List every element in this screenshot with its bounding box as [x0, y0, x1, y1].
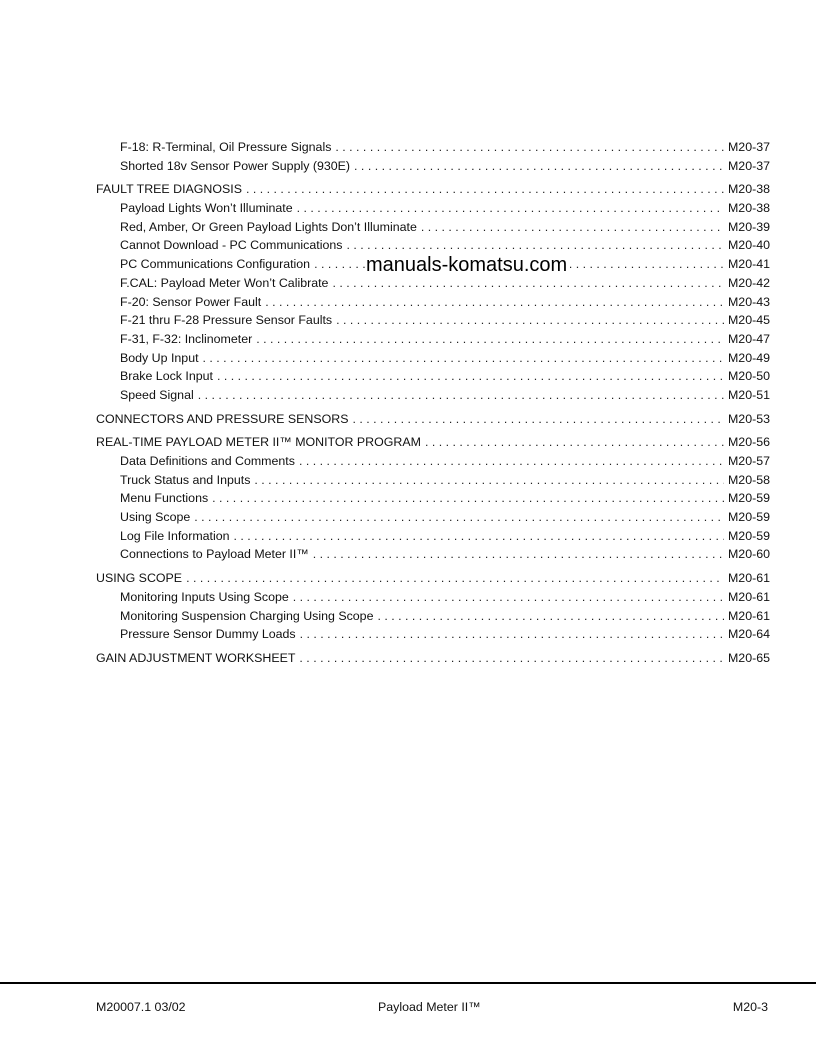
toc-section-entry	[96, 433, 770, 452]
toc-entry-page: M20-60	[727, 547, 770, 562]
toc-entry-page: M20-49	[727, 350, 770, 365]
toc-subsection-entry	[96, 311, 770, 330]
toc-subsection-entry	[96, 607, 770, 626]
toc-entry-label: Red, Amber, Or Green Payload Lights Don’t Illuminate	[120, 219, 417, 234]
toc-entry-page: M20-59	[727, 510, 770, 525]
toc-entry-page: M20-61	[727, 571, 770, 586]
toc-leader-dots	[425, 433, 724, 452]
toc-entry-page: M20-58	[727, 472, 770, 487]
toc-entry-page: M20-47	[727, 331, 770, 346]
toc-entry-label: USING SCOPE	[96, 571, 183, 586]
toc-subsection-entry	[96, 386, 770, 405]
toc-entry-page: M20-38	[727, 182, 770, 197]
toc-leader-dots	[265, 293, 724, 312]
toc-section-entry	[96, 569, 770, 588]
toc-entry-label: Menu Functions	[120, 491, 209, 506]
toc-entry-label: CONNECTORS AND PRESSURE SENSORS	[96, 411, 349, 426]
toc-entry-page: M20-59	[727, 528, 770, 543]
toc-entry-page: M20-57	[727, 454, 770, 468]
watermark-text: manuals-komatsu.com	[366, 254, 568, 276]
toc-subsection-entry	[96, 218, 770, 237]
toc-entry-label: F-18: R-Terminal, Oil Pressure Signals	[120, 140, 332, 154]
toc-leader-dots	[212, 489, 724, 508]
toc-leader-dots	[300, 625, 724, 644]
toc-section-entry	[96, 180, 770, 199]
table-of-contents	[96, 138, 770, 668]
toc-leader-dots	[198, 386, 724, 405]
toc-entry-label: Brake Lock Input	[120, 369, 213, 384]
toc-section-entry	[96, 649, 770, 668]
toc-subsection-entry	[96, 527, 770, 546]
toc-entry-page: M20-51	[727, 387, 770, 402]
toc-entry-label: Speed Signal	[120, 387, 194, 402]
toc-leader-dots	[217, 367, 724, 386]
toc-subsection-entry	[96, 588, 770, 607]
toc-entry-label: F-20: Sensor Power Fault	[120, 294, 262, 309]
toc-entry-label: REAL-TIME PAYLOAD METER II™ MONITOR PROGRAM	[96, 435, 421, 450]
toc-leader-dots	[352, 410, 724, 429]
toc-leader-dots	[354, 157, 724, 176]
toc-section-entry	[96, 410, 770, 429]
footer-page-number: M20-3	[732, 1000, 768, 1014]
toc-subsection-entry	[96, 625, 770, 644]
toc-leader-dots	[203, 349, 724, 368]
toc-leader-dots	[256, 330, 724, 349]
toc-entry-page: M20-64	[727, 627, 770, 642]
toc-leader-dots	[186, 569, 724, 588]
toc-leader-dots	[336, 311, 724, 330]
toc-entry-label: Data Definitions and Comments	[120, 454, 295, 468]
toc-entry-label: Monitoring Suspension Charging Using Scope	[120, 608, 374, 623]
toc-entry-page: M20-61	[727, 589, 770, 604]
toc-entry-label: Log File Information	[120, 528, 230, 543]
toc-entry-label: GAIN ADJUSTMENT WORKSHEET	[96, 650, 296, 665]
toc-leader-dots	[246, 180, 724, 199]
toc-entry-label: Connections to Payload Meter II™	[120, 547, 309, 562]
toc-entry-label: Truck Status and Inputs	[120, 472, 251, 487]
toc-leader-dots	[293, 588, 724, 607]
toc-entry-page: M20-50	[727, 369, 770, 384]
toc-entry-label: Monitoring Inputs Using Scope	[120, 589, 289, 604]
toc-entry-label: F-21 thru F-28 Pressure Sensor Faults	[120, 313, 333, 328]
footer-divider	[0, 982, 816, 984]
footer-title: Payload Meter II™	[378, 1000, 481, 1014]
toc-entry-label: PC Communications Configuration	[120, 257, 311, 272]
toc-entry-page: M20-37	[727, 140, 770, 154]
toc-entry-page: M20-42	[727, 275, 770, 290]
toc-entry-page: M20-65	[727, 650, 770, 665]
toc-entry-page: M20-53	[727, 411, 770, 426]
toc-entry-label: Using Scope	[120, 510, 191, 525]
toc-leader-dots	[313, 545, 724, 564]
toc-subsection-entry	[96, 452, 770, 471]
toc-subsection-entry	[96, 471, 770, 490]
toc-subsection-entry	[96, 367, 770, 386]
toc-subsection-entry	[96, 157, 770, 176]
toc-entry-page: M20-56	[727, 435, 770, 450]
toc-subsection-entry	[96, 508, 770, 527]
toc-entry-page: M20-43	[727, 294, 770, 309]
toc-leader-dots	[194, 508, 724, 527]
toc-entry-label: Shorted 18v Sensor Power Supply (930E)	[120, 158, 351, 173]
toc-leader-dots	[335, 138, 724, 157]
toc-subsection-entry	[96, 330, 770, 349]
toc-entry-label: FAULT TREE DIAGNOSIS	[96, 182, 242, 197]
toc-leader-dots	[299, 452, 724, 471]
toc-entry-page: M20-40	[727, 238, 770, 253]
toc-leader-dots	[421, 218, 724, 237]
toc-entry-label: F-31, F-32: Inclinometer	[120, 331, 253, 346]
toc-entry-label: Cannot Download - PC Communications	[120, 238, 343, 253]
toc-entry-page: M20-39	[727, 219, 770, 234]
toc-leader-dots	[254, 471, 724, 490]
toc-subsection-entry	[96, 349, 770, 368]
toc-leader-dots	[234, 527, 724, 546]
toc-entry-page: M20-38	[727, 201, 770, 216]
toc-entry-label: Body Up Input	[120, 350, 199, 365]
toc-subsection-entry	[96, 138, 770, 157]
toc-entry-page: M20-45	[727, 313, 770, 328]
toc-leader-dots	[299, 649, 724, 668]
toc-leader-dots	[297, 199, 724, 218]
toc-subsection-entry	[96, 293, 770, 312]
toc-entry-page: M20-37	[727, 158, 770, 173]
toc-subsection-entry	[96, 545, 770, 564]
toc-leader-dots	[377, 607, 724, 626]
toc-subsection-entry	[96, 199, 770, 218]
toc-entry-page: M20-61	[727, 608, 770, 623]
toc-entry-label: Payload Lights Won’t Illuminate	[120, 201, 293, 216]
toc-entry-label: Pressure Sensor Dummy Loads	[120, 627, 296, 642]
footer-doc-number: M20007.1 03/02	[96, 1000, 186, 1014]
toc-subsection-entry	[96, 489, 770, 508]
toc-entry-page: M20-59	[727, 491, 770, 506]
toc-entry-label: F.CAL: Payload Meter Won’t Calibrate	[120, 275, 329, 290]
toc-entry-page: M20-41	[727, 257, 770, 272]
